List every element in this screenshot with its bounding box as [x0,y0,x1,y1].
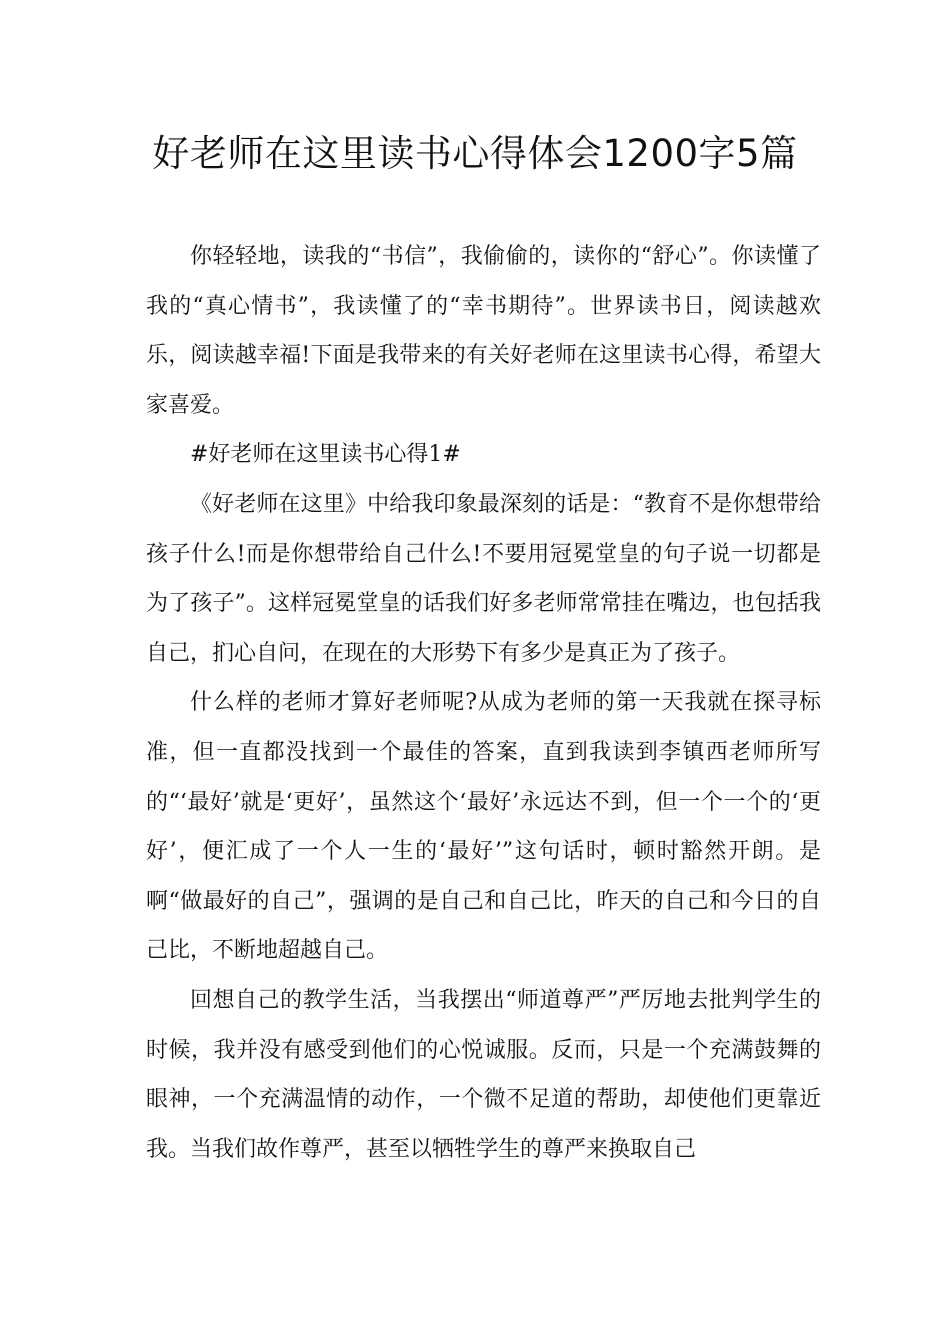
body-paragraph: 什么样的老师才算好老师呢?从成为老师的第一天我就在探寻标准，但一直都没找到一个最佳的答案，直到我读到李镇西老师所写的“‘最好’就是‘更好’，虽然这个‘最好’永远达不到，但一个一个的‘更好’，便汇成了一个人一生的‘最好’”这句话时，顿时豁然开朗。是啊“做最好的自己”，强调的是自己和自己比，昨天的自己和今日的自己比，不断地超越自己。 [146,690,821,964]
body-paragraph: 《好老师在这里》中给我印象最深刻的话是：“教育不是你想带给孩子什么!而是你想带给自己什么!不要用冠冕堂皇的句子说一切都是为了孩子”。这样冠冕堂皇的话我们好多老师常常挂在嘴边，也包括我自己，扪心自问，在现在的大形势下有多少是真正为了孩子。 [146,491,821,666]
body-paragraph: 回想自己的教学生活，当我摆出“师道尊严”严厉地去批判学生的时候，我并没有感受到他们的心悦诚服。反而，只是一个充满鼓舞的眼神，一个充满温情的动作，一个微不足道的帮助，却使他们更靠近我。当我们故作尊严，甚至以牺牲学生的尊严来换取自己 [146,987,821,1162]
document-title: 好老师在这里读书心得体会1200字5篇 [152,132,798,175]
document-body [146,232,821,1174]
section-heading: #好老师在这里读书心得1# [190,442,461,468]
intro-paragraph: 你轻轻地，读我的“书信”，我偷偷的，读你的“舒心”。你读懂了我的“真心情书”，我读懂了的“幸书期待”。世界读书日，阅读越欢乐，阅读越幸福!下面是我带来的有关好老师在这里读书心得，希望大家喜爱。 [146,244,821,418]
